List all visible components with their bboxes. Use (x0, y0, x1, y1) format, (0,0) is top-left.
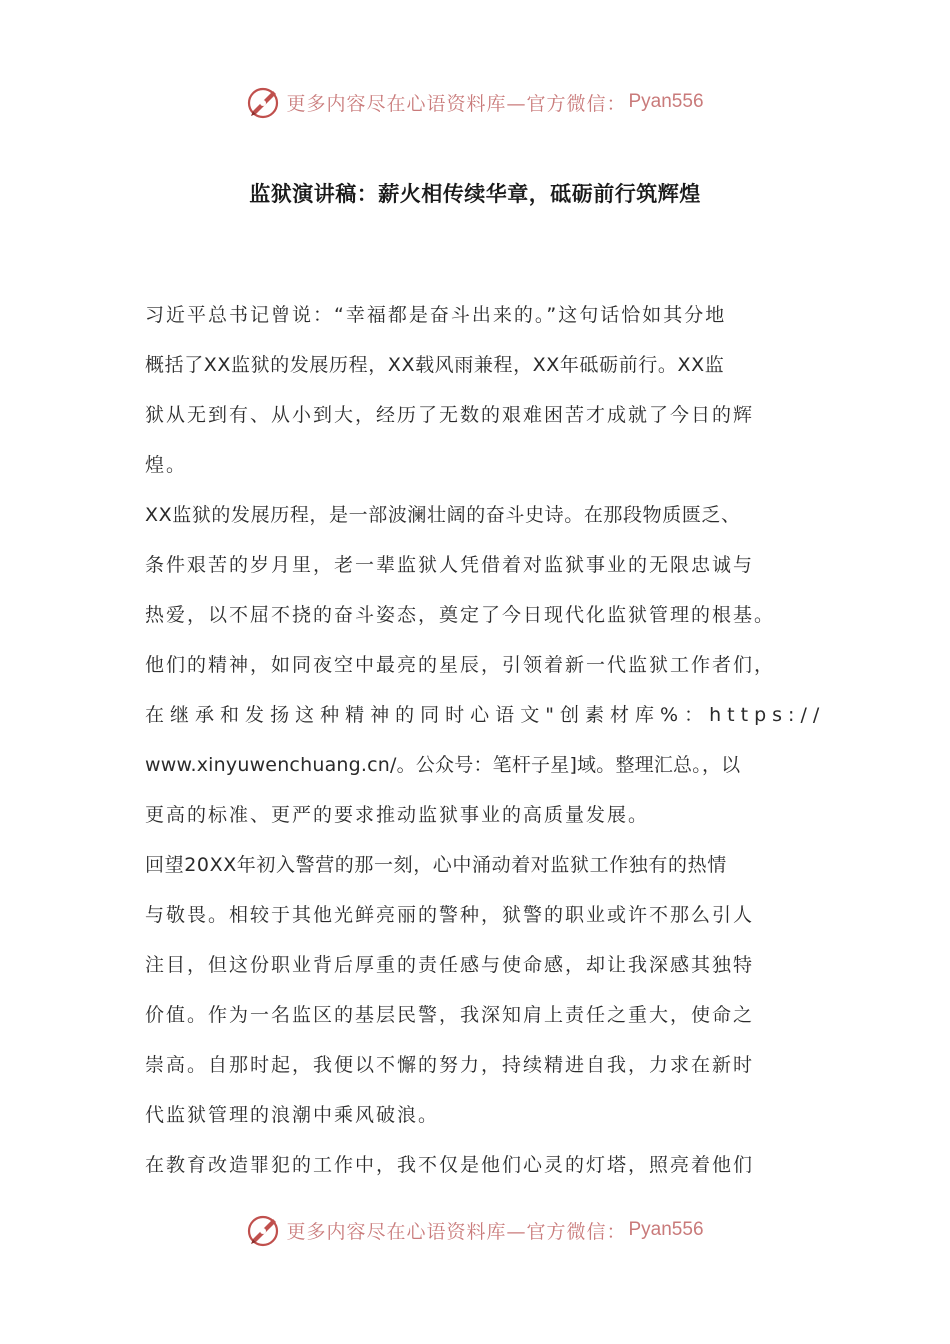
text-line: 在教育改造罪犯的工作中，我不仅是他们心灵的灯塔，照亮着他们 (145, 1154, 755, 1176)
text-line: 煌。 (145, 454, 188, 476)
text-line: 他们的精神，如同夜空中最亮的星辰，引领着新一代监狱工作者们， (145, 654, 776, 676)
footer-watermark (0, 1208, 950, 1252)
text-line: 崇高。自那时起，我便以不懈的努力，持续精进自我，力求在新时 (145, 1054, 755, 1076)
watermark-wechat-id: Pyan556 (628, 1219, 704, 1240)
text-line: 热爱，以不屈不挠的奋斗姿态，奠定了今日现代化监狱管理的根基。 (145, 604, 776, 626)
document-body (145, 290, 825, 1190)
document-title: 监狱演讲稿：薪火相传续华章，砥砺前行筑辉煌 (249, 182, 701, 206)
text-line: 价值。作为一名监区的基层民警，我深知肩上责任之重大，使命之 (145, 1004, 755, 1026)
text-line: XX监狱的发展历程，是一部波澜壮阔的奋斗史诗。在那段物质匮乏、 (145, 504, 741, 526)
text-line: 代监狱管理的浪潮中乘风破浪。 (145, 1104, 440, 1126)
pen-logo-icon (246, 84, 282, 120)
watermark-wechat-id: Pyan556 (628, 91, 704, 112)
header-watermark (0, 80, 950, 124)
text-line: 注目，但这份职业背后厚重的责任感与使命感，却让我深感其独特 (145, 954, 755, 976)
text-line: 更高的标准、更严的要求推动监狱事业的高质量发展。 (145, 804, 650, 826)
text-line: www.xinyuwenchuang.cn/。公众号：笔杆子星]域。整理汇总。，以 (145, 754, 741, 776)
pen-logo-icon (246, 1212, 282, 1248)
text-line: 回望20XX年初入警营的那一刻，心中涌动着对监狱工作独有的热情 (145, 854, 727, 876)
text-line: 狱从无到有、从小到大，经历了无数的艰难困苦才成就了今日的辉 (145, 404, 755, 426)
watermark-text: 更多内容尽在心语资料库—官方微信： (286, 92, 627, 115)
text-line: 与敬畏。相较于其他光鲜亮丽的警种，狱警的职业或许不那么引人 (145, 904, 755, 926)
text-line: 习近平总书记曾说：“幸福都是奋斗出来的。”这句话恰如其分地 (145, 304, 727, 326)
watermark-text: 更多内容尽在心语资料库—官方微信： (286, 1220, 627, 1243)
text-line: 条件艰苦的岁月里，老一辈监狱人凭借着对监狱事业的无限忠诚与 (145, 554, 755, 576)
text-line: 在继承和发扬这种精神的同时心语文"创素材库%：https:// (145, 704, 826, 726)
text-line: 概括了XX监狱的发展历程，XX载风雨兼程，XX年砥砺前行。XX监 (145, 354, 725, 376)
